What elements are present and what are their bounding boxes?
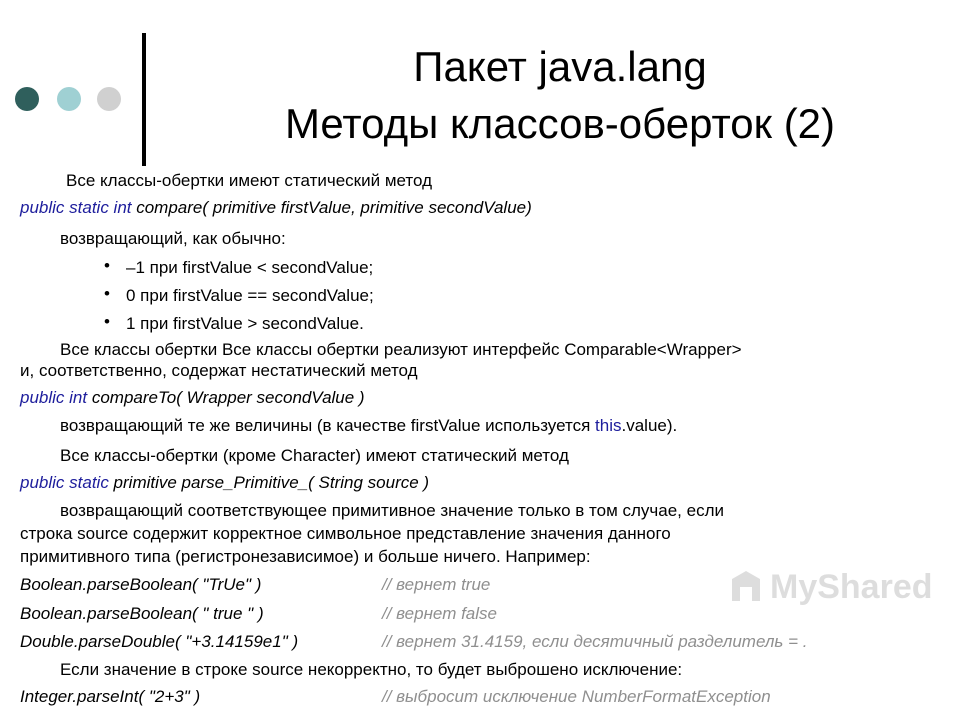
text-line-11: строка source содержит корректное символьное представление значения данного	[20, 524, 671, 543]
text-line-4: Все классы обертки Все классы обертки реализуют интерфейс Comparable<Wrapper>	[60, 340, 742, 359]
bullet-item-1: –1 при firstValue < secondValue;	[126, 258, 374, 277]
example-code-1: Boolean.parseBoolean( "TrUe" )	[20, 575, 262, 594]
slide-title-line1: Пакет java.lang	[413, 43, 707, 90]
example-code-4: Integer.parseInt( "2+3" )	[20, 687, 201, 706]
code-keywords: public int	[20, 388, 88, 407]
slide-title-line2: Методы классов-оберток (2)	[284, 100, 836, 147]
decor-dot-teal	[57, 87, 81, 111]
code-line-compareto	[20, 387, 365, 409]
example-comment-2: // вернет false	[382, 604, 497, 623]
text-line-8: Все классы-обертки (кроме Character) имеют статический метод	[60, 446, 569, 465]
title-divider	[142, 33, 146, 166]
code-line-compare	[20, 197, 532, 219]
text-line-13: Если значение в строке source некорректно, то будет выброшено исключение:	[60, 660, 683, 679]
bullet-item-3: 1 при firstValue > secondValue.	[126, 314, 364, 333]
watermark	[726, 565, 952, 609]
example-comment-1: // вернет true	[382, 575, 491, 594]
bullet-item-2: 0 при firstValue == secondValue;	[126, 286, 374, 305]
text-line-12: примитивного типа (регистронезависимое) и больше ничего. Например:	[20, 547, 591, 566]
decor-dot-dark	[15, 87, 39, 111]
example-code-2: Boolean.parseBoolean( " true " )	[20, 604, 264, 623]
this-keyword: this	[595, 416, 622, 435]
example-code-3: Double.parseDouble( "+3.14159e1" )	[20, 632, 299, 651]
text-line-7	[60, 415, 677, 437]
text-line-10: возвращающий соответствующее примитивное значение только в том случае, если	[60, 501, 724, 520]
text-pre: возвращающий те же величины (в качестве firstValue используется	[60, 416, 596, 435]
watermark-text: MyShared	[770, 567, 933, 606]
code-signature: compareTo( Wrapper secondValue )	[87, 388, 365, 407]
code-signature: compare( primitive firstValue, primitive secondValue)	[131, 198, 532, 217]
example-comment-3: // вернет 31.4159, если десятичный разделитель = .	[382, 632, 808, 651]
decor-dot-gray	[97, 87, 121, 111]
example-comment-4: // выбросит исключение NumberFormatException	[382, 687, 771, 706]
text-line-5: и, соответственно, содержат нестатический метод	[20, 361, 418, 380]
bullet-dot: •	[104, 256, 110, 275]
text-post: .value).	[621, 416, 678, 435]
code-keywords: public static	[20, 473, 109, 492]
text-line-1: Все классы-обертки имеют статический метод	[66, 171, 432, 190]
bullet-dot: •	[104, 312, 110, 331]
bullet-dot: •	[104, 284, 110, 303]
code-line-parse	[20, 472, 429, 494]
code-keywords: public static int	[20, 198, 132, 217]
code-signature: primitive parse_Primitive_( String source )	[108, 473, 430, 492]
watermark-logo-icon	[726, 567, 766, 607]
text-line-3: возвращающий, как обычно:	[60, 229, 286, 248]
